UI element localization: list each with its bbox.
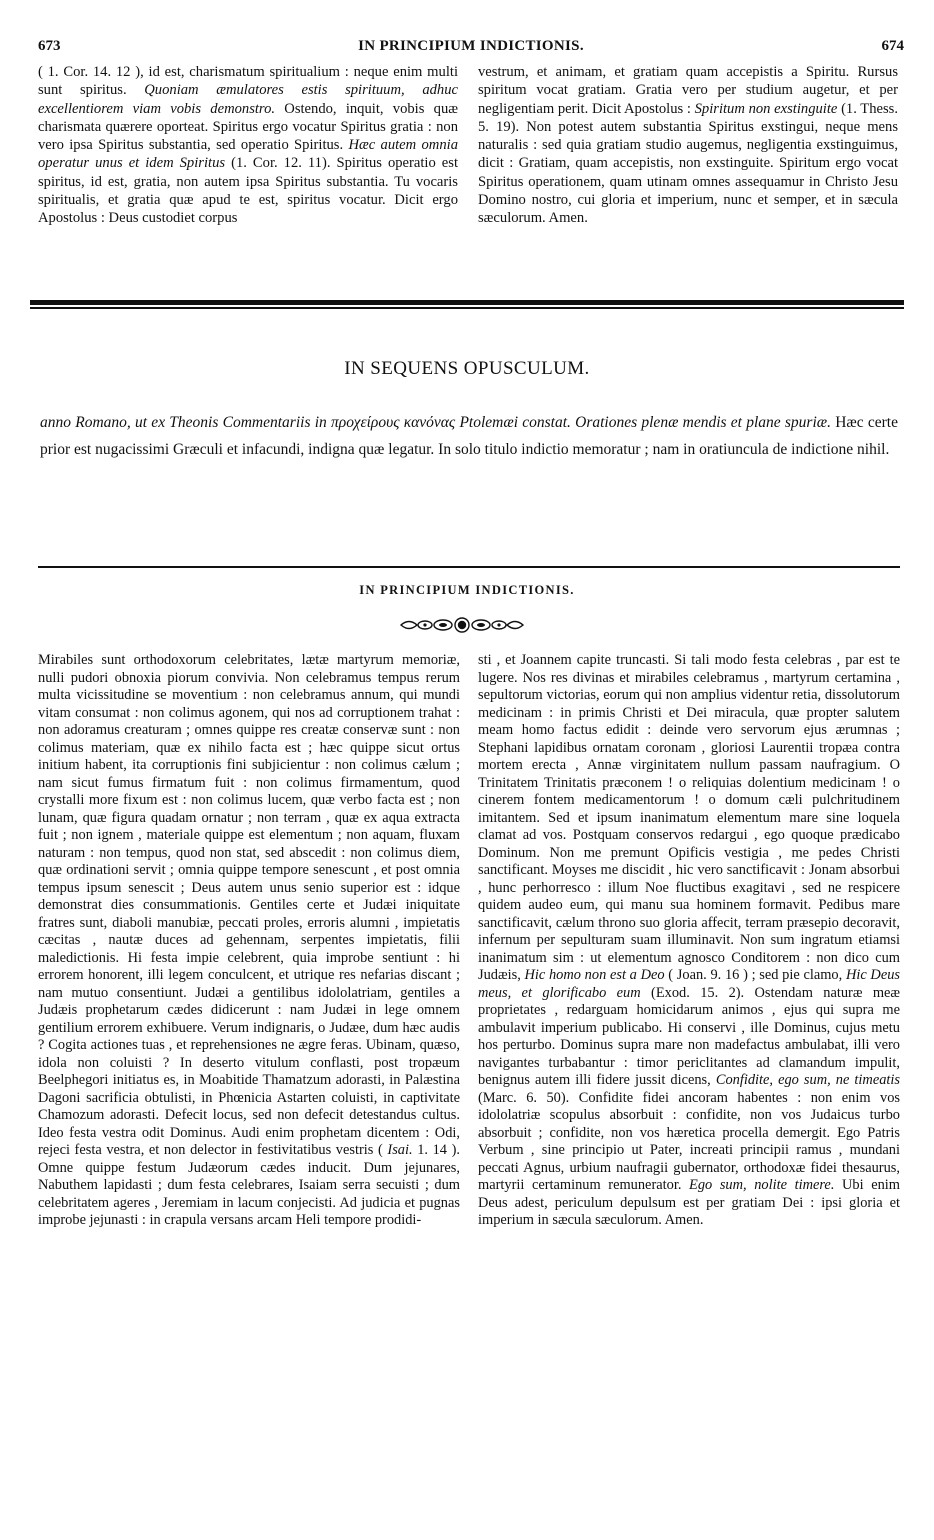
italic-run: Isai.	[387, 1142, 413, 1158]
top-right-column	[478, 63, 898, 228]
italic-run: Hæc autem omnia operatur unus et idem Spiritus	[38, 137, 458, 172]
ornament-icon	[397, 614, 527, 636]
text-run: ( 1. Cor. 14. 12 ), id est, charismatum spiritualium : neque enim multi sunt spiritus.	[38, 64, 458, 99]
running-title: IN PRINCIPIUM INDICTIONIS.	[358, 38, 584, 54]
paragraph	[478, 652, 900, 1230]
section-title: IN PRINCIPIUM INDICTIONIS.	[359, 583, 575, 597]
text-run: (Marc. 6. 50). Confidite fidei ancoram habentes : non enim vos idololatriæ scopulus absorbuit : confidite, non vos Judaicus turbo absorbuit ; confidite, non vos hæretica procella demergit. Ego Patris Verbum , sine principio ut Pater, increati principii ramus , mundani peccati Agnus, urbium naufragii gubernator, orthodoxæ fidei thesaurus, martyrii certaminum remunerator.	[478, 1089, 900, 1193]
text-run: vestrum, et animam, et gratiam quam accepistis a Spiritu. Rursus spiritum vocat gratiam. Gratia vero per studium augetur, et per negligentiam perit. Dicit Apostolus :	[478, 64, 898, 117]
main-left-column	[38, 652, 460, 1230]
rule-divider	[38, 566, 900, 568]
paragraph	[38, 652, 460, 1230]
paragraph	[38, 63, 458, 228]
italic-run: Quoniam æmulatores estis spirituum, adhuc excellentiorem viam vobis demonstro.	[38, 82, 458, 117]
italic-run: anno Romano, ut ex Theonis Commentariis in προχείρους κανόνας Ptolemæi constat. Orationes plenæ mendis et plane spuriæ.	[40, 414, 831, 431]
text-run: Mirabiles sunt orthodoxorum celebritates, lætæ martyrum memoriæ, nulli pudori obnoxia piorum convivia. Non celebramus tempus rerum multa vicissitudine se moventium : non celebramus annum, qui mundi vitam consumat : non colimus agonem, qui nos ad corruptionem trahat : non adoramus creaturam ; omnes quippe res creatæ conservæ sunt : non colimus materiam, quæ ex nihilo facta est ; hæc quippe sicut ortus initium habent, ita corruptionis fini subjicientur : non colimus cælum ; nam sicut fumus firmatum fuit : non colimus firmamentum, quod crystalli more fixum est : non colimus lucem, quæ verbo facta est ; non lunam, quæ figura quadam ornatur ; non terram , quæ ex aqua extracta fuit ; non ignem , materiale quippe est elementum ; non aquam, fluxam naturam : non tempus, quod non stat, sed abscedit : non colimus diem, quæ ordinationi servit ; omnia quippe tempore senescunt , et post omnia tempus ipsum senescit ; Deus autem unus senio superior est : idque demonstrat dies consummationis. Gentiles certe et Judæi iniquitate fratres sunt, diaboli manubiæ, peccati proles, erroris alumni , impietatis cæcitas , nautæ duces ad gehennam, serpentes impietatis, filii maledictionis. Hi festa impie celebrent, quia improbe sentiunt : hi errorem honorent, illi legem conculcent, et utrique res nefarias discant ; nam mutuo consentiunt. Judæi a gentilibus idololatriam, gentiles a Judæis prophetarum cædes didicerunt : nam Judæi in lege omnem gentilium errorem exhibuere. Verum indignaris, o Judæe, dum hæc audis ? Cogita actiones tuas , et reprehensiones ne ægre feras. Ubinam, quæso, idola non coluisti ? In deserto vitulum conflasti, post tropæum Beelphegori initiatus es, in Moabitide Thamatzum adorasti, in Palæstina Dagoni sacrificia obtulisti, in Phœnicia Astarten coluisti, in captivitate Chamozum adorasti. Defecit locus, sed non defecit detestandus cultus. Ideo festa vestra odit Dominus. Audi enim prophetam dicentem : Odi, rejeci festa vestra, et non delector in festivitatibus vestris (	[38, 652, 460, 1158]
text-run: (1. Cor. 12. 11). Spiritus operatio est spiritus, id est, gratia, non autem ipsa Spiritus substantia. Tu vocaris spiritualis, et gratia quæ apud te est, spiritus vocatur. Dicit ergo Apostolus : Deus custodiet corpus	[38, 155, 458, 227]
text-run: Ubi enim Deus adest, periculum depulsum est per gratiam Dei : ipsi gloria et imperium in sæcula sæculorum. Amen.	[478, 1177, 900, 1228]
italic-run: Confidite, ego sum, ne timeatis	[715, 1072, 900, 1088]
text-run: Hæc certe prior est nugacissimi Græculi et infacundi, indigna quæ legatur. In solo titulo indictio memoratur ; nam in oratiuncula de indictione nihil.	[40, 414, 898, 458]
main-right-column	[478, 652, 900, 1230]
paragraph	[40, 409, 898, 463]
page-number-right: 674	[881, 38, 904, 54]
running-head	[38, 38, 904, 60]
italic-run: Ego sum, nolite timere.	[689, 1177, 835, 1193]
text-run: (Exod. 15. 2). Ostendam naturæ meæ proprietates , redarguam homicidarum animos , ejus qui supra me ambulavit imperium publicabo. Hi conservi , ille Dominus, cujus metu hos perturbo. Dominus supra mare non madefactus ambulabat, illi vero navigantes turbabantur : timor periclitantes ad clamandum impulit, benignus autem illi fidere jussit dicens,	[478, 984, 900, 1088]
text-run: 1. 14 ). Omne quippe festum Judæorum cædes inducit. Dum jejunares, Nabuthem lapidasti ; dum festa celebrares, Isaiam serra secuisti ; dum celebritatem ageres , Jeremiam in lacum conjecisti. Ad judicia et pugnas improbe jejunasti : in crapula versans arcam Heli tempore prodidi-	[38, 1142, 460, 1228]
text-run: Ostendo, inquit, vobis quæ charismata quærere oporteat. Spiritus ergo vocatur Spiritus gratia : non vero ipsa Spiritus substantia, sed operatio Spiritus.	[38, 100, 458, 154]
italic-run: Spiritum non exstinguite	[694, 100, 838, 117]
paragraph	[478, 63, 898, 228]
text-run: (1. Thess. 5. 19). Non potest autem substantia Spiritus exstingui, neque mens naturalis : sed quia gratiam studio augemus, negligentia exstinguimus, dicit : Gratiam, quam accepistis, non exstinguite. Spiritum ergo vocat Spiritus operationem, quam utinam omnes assequamur in Christo Jesu Domino nostro, cui gloria et imperium, nunc et semper, et in sæcula sæculorum. Amen.	[478, 100, 898, 227]
text-run: sti , et Joannem capite truncasti. Si tali modo festa celebras , par est te lugere. Nos res divinas et mirabiles celebramus , martyrum certamina , sepultorum victorias, eorum qui non amplius videntur retia, dissolutorum medicinam : in primis Christi et Dei miracula, quæ propter salutem meam homo factus edidit : deinde vero servorum ejus ærumnas ; Stephani lapidibus ornatam coronam , gloriosi Laurentii tropæa contra mortem erecta , Annæ virginitatem nullum passam naufragium. O Trinitatem Trinitatis præconem ! o reliquias dolentium medicinam ! o cinerem fontem medicamentorum ! o domum cæli pulchritudinem imitantem. Sed et ipsum inanimatum elementum mare sine loquela clamat ad vos. Postquam conservos redargui , ego quoque prædicabo Dominum. Non me premunt Opificis vestigia , me pedes Christi sanctificant. Moyses me discidit , hic vero sanctificavit : Jonam absorbui , hunc perhorresco : illum Noe fluctibus exagitavi , sed ne respicere quidem audeo eum, qui manu sua hominem formavit. Pedibus mare sanctificavit, cælum throno suo gloria affecit, terram præsepio decoravit, infernum per sepulturam suam illuminavit. Non sum ingratum etiamsi inanimatum sim : ut elementum agnosco Conditorem : non dico cum Judæis,	[478, 652, 900, 983]
page-number-left: 673	[38, 38, 61, 54]
italic-run: Hic homo non est a Deo	[524, 967, 665, 983]
text-run: ( Joan. 9. 16 ) ; sed pie clamo,	[664, 967, 846, 983]
sequens-body	[40, 409, 898, 463]
double-rule-divider	[30, 296, 904, 310]
sequens-title: IN SEQUENS OPUSCULUM.	[344, 358, 590, 379]
top-left-column	[38, 63, 458, 228]
italic-run: Hic Deus meus, et glorificabo eum	[478, 967, 901, 1001]
